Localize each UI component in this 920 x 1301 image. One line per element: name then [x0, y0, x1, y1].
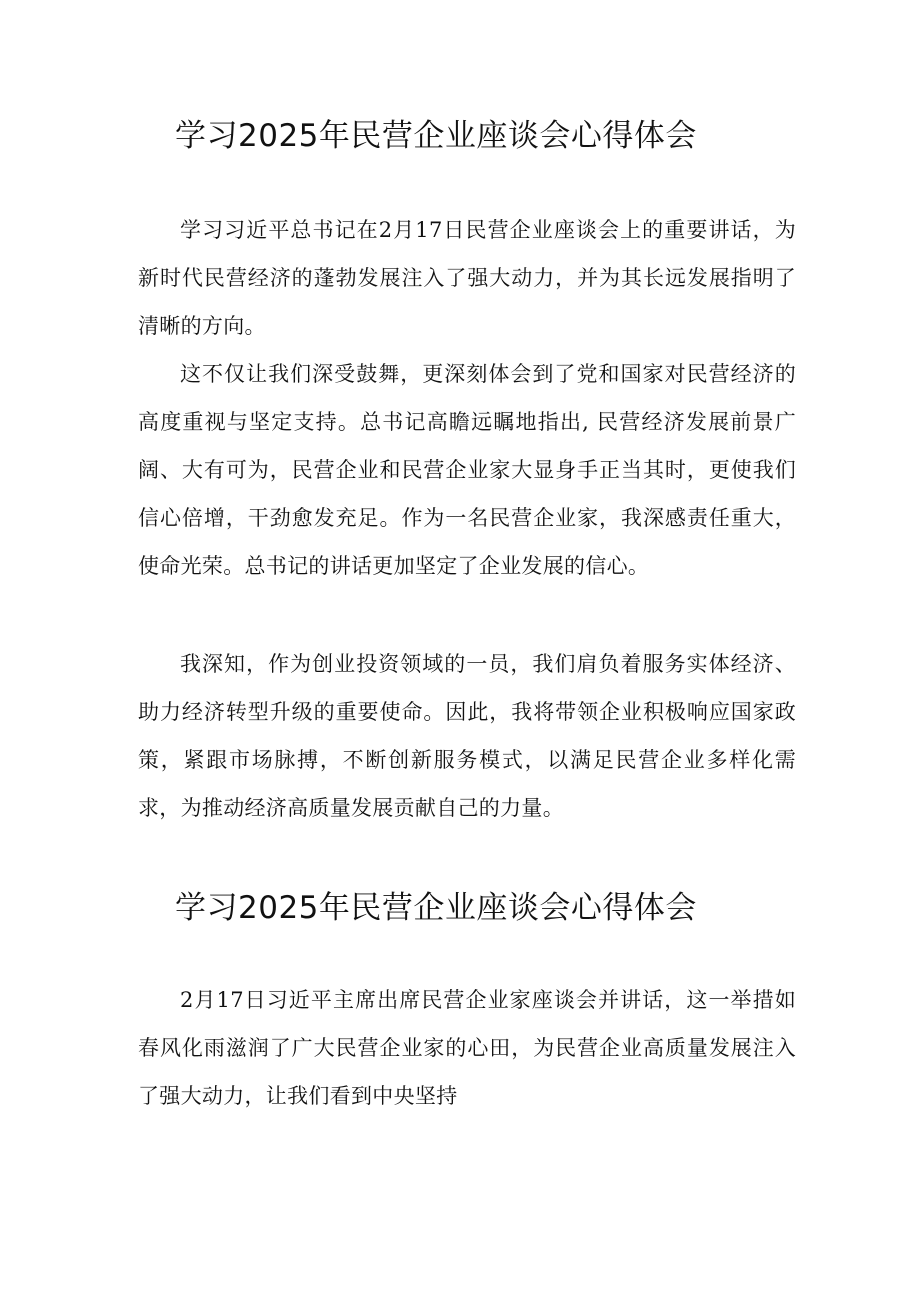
section-1-paragraph-3: 我深知，作为创业投资领域的一员，我们肩负着服务实体经济、助力经济转型升级的重要使命。因此，我将带领企业积极响应国家政策，紧跟市场脉搏，不断创新服务模式，以满足民营企业多样化需求，为推动经济高质量发展贡献自己的力量。 [138, 652, 796, 820]
section-1-paragraph-1: 学习习近平总书记在2月17日民营企业座谈会上的重要讲话，为新时代民营经济的蓬勃发展注入了强大动力，并为其长远发展指明了清晰的方向。 [138, 218, 796, 338]
section-2-paragraph-1: 2月17日习近平主席出席民营企业家座谈会并讲话，这一举措如春风化雨滋润了广大民营企业家的心田，为民营企业高质量发展注入了强大动力，让我们看到中央坚持 [138, 988, 796, 1108]
section-2-title: 学习2025年民营企业座谈会心得体会 [175, 890, 697, 926]
section-1-title: 学习2025年民营企业座谈会心得体会 [175, 118, 697, 154]
section-1-paragraph-2: 这不仅让我们深受鼓舞，更深刻体会到了党和国家对民营经济的高度重视与坚定支持。总书记高瞻远瞩地指出, 民营经济发展前景广阔、大有可为，民营企业和民营企业家大显身手正当其时，更使我们信心倍增，干劲愈发充足。作为一名民营企业家，我深感责任重大，使命光荣。总书记的讲话更加坚定了企业发展的信心。 [138, 362, 796, 578]
